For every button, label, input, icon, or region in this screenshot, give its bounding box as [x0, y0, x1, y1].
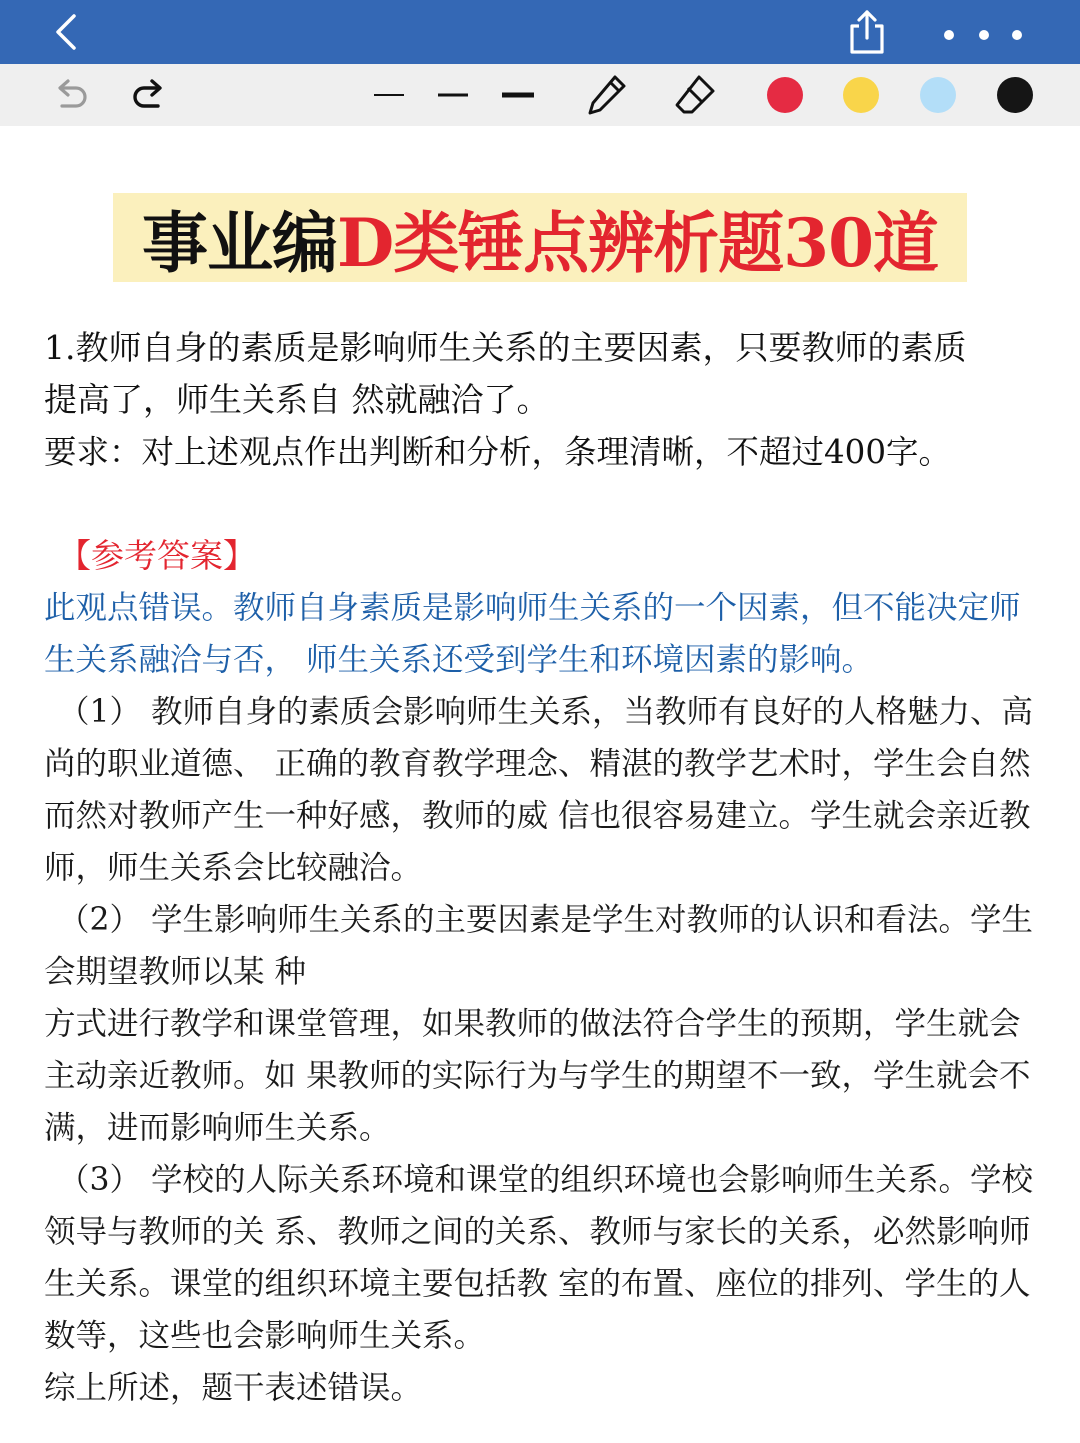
- undo-icon[interactable]: [50, 78, 90, 114]
- answer-summary: [44, 582, 1036, 686]
- answer-line: 数等，这些也会影响师生关系。: [44, 1318, 486, 1354]
- stroke-thin-icon[interactable]: [372, 84, 406, 106]
- answer-line: （3） 学校的人际关系环境和课堂的组织环境也会影响师生关系。学校: [58, 1162, 1034, 1198]
- answer-line: 主动亲近教师。如 果教师的实际行为与学生的期望不一致，学生就会不: [44, 1058, 1031, 1094]
- page-title: [113, 193, 967, 282]
- question-requirement: 要求：对上述观点作出判断和分析，条理清晰，不超过400字。: [44, 433, 952, 471]
- question-line: 1.教师自身的素质是影响师生关系的主要因素，只要教师的素质: [44, 328, 967, 367]
- question-content: [44, 322, 1036, 1414]
- answer-point-3: [44, 1154, 1036, 1362]
- chevron-left-icon[interactable]: [48, 12, 88, 52]
- eraser-icon[interactable]: [672, 72, 718, 118]
- answer-summary-line: 生关系融洽与否， 师生关系还受到学生和环境因素的影响。: [44, 642, 874, 678]
- redo-icon[interactable]: [130, 78, 170, 114]
- share-icon[interactable]: [844, 8, 890, 56]
- answer-line: 领导与教师的关 系、教师之间的关系、教师与家长的关系，必然影响师: [44, 1214, 1031, 1250]
- answer-line: 满，进而影响师生关系。: [44, 1110, 391, 1146]
- top-nav-bar: [0, 0, 1080, 64]
- answer-heading: 【参考答案】: [58, 536, 256, 575]
- more-horizontal-icon[interactable]: [936, 20, 1032, 50]
- answer-line: （1） 教师自身的素质会影响师生关系，当教师有良好的人格魅力、高: [58, 694, 1034, 730]
- color-swatch-red[interactable]: [767, 77, 803, 113]
- answer-line: 而然对教师产生一种好感，教师的威 信也很容易建立。学生就会亲近教: [44, 798, 1031, 834]
- color-swatch-light-blue[interactable]: [920, 77, 956, 113]
- answer-point-1: [44, 686, 1036, 894]
- answer-point-2: [44, 894, 1036, 1154]
- spacer: [44, 478, 1036, 530]
- title-highlight: D类锤点辨析题30道: [336, 204, 939, 282]
- answer-line: （2） 学生影响师生关系的主要因素是学生对教师的认识和看法。学生: [58, 902, 1034, 938]
- answer-line: 尚的职业道德、 正确的教育教学理念、精湛的教学艺术时，学生会自然: [44, 746, 1031, 782]
- answer-line: 生关系。课堂的组织环境主要包括教 室的布置、座位的排列、学生的人: [44, 1266, 1031, 1302]
- question-line: 提高了，师生关系自 然就融洽了。: [44, 380, 550, 419]
- answer-conclusion: 综上所述，题干表述错误。: [44, 1370, 423, 1406]
- stroke-thick-icon[interactable]: [500, 84, 536, 106]
- stroke-medium-icon[interactable]: [436, 84, 470, 106]
- answer-line: 会期望教师以某 种: [44, 954, 307, 990]
- answer-line: 方式进行教学和课堂管理，如果教师的做法符合学生的预期，学生就会: [44, 1006, 1021, 1042]
- annotation-toolbar: [0, 64, 1080, 126]
- answer-line: 师，师生关系会比较融洽。: [44, 850, 423, 886]
- color-swatch-yellow[interactable]: [843, 77, 879, 113]
- color-swatch-black[interactable]: [997, 77, 1033, 113]
- title-prefix: 事业编: [141, 204, 337, 282]
- pencil-icon[interactable]: [585, 72, 629, 118]
- answer-summary-line: 此观点错误。教师自身素质是影响师生关系的一个因素，但不能决定师: [44, 590, 1021, 626]
- question-text: [44, 322, 1036, 426]
